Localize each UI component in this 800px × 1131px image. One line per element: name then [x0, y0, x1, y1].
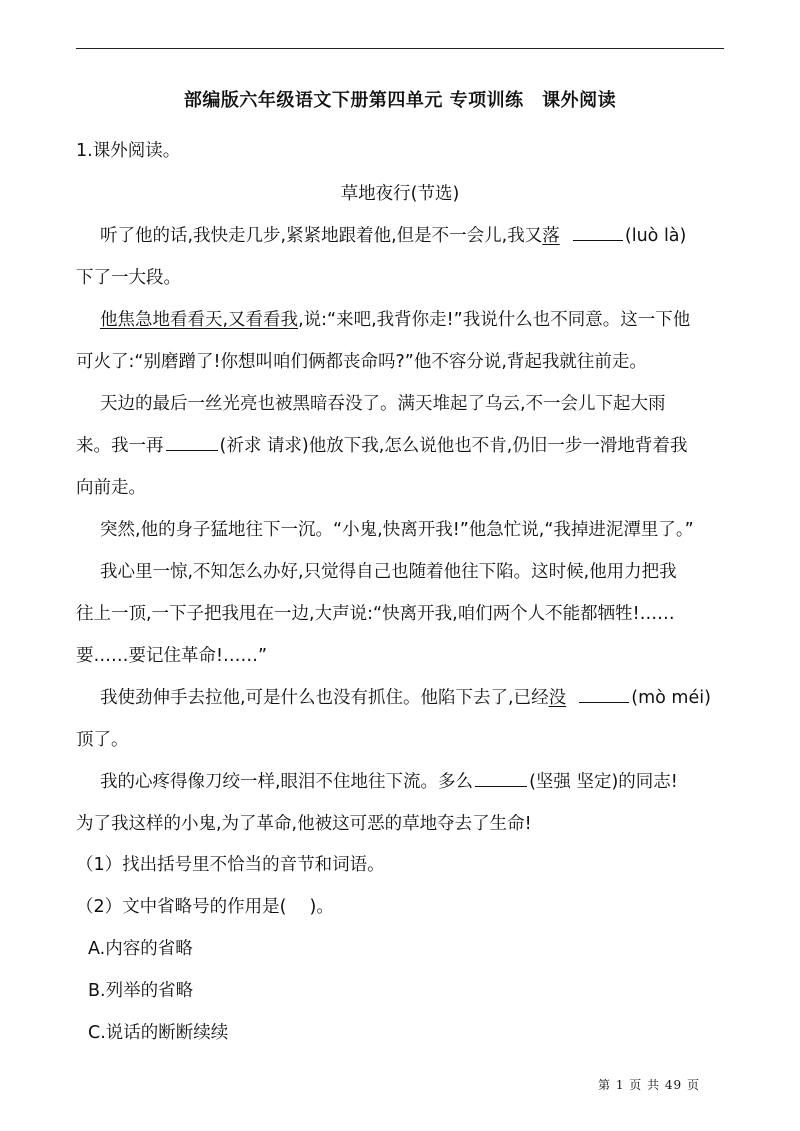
paragraph-7-line-1 [100, 768, 678, 793]
header-rule [76, 48, 724, 49]
paragraph-1-line-2: 下了一大段。 [76, 268, 181, 288]
sub-question-2: （2）文中省略号的作用是( )。 [76, 897, 334, 917]
paragraph-2-line-1 [100, 306, 690, 331]
paragraph-3-line-1: 天边的最后一丝光亮也被黑暗吞没了。满天堆起了乌云,不一会儿下起大雨 [100, 394, 666, 414]
paragraph-5-line-1: 我心里一惊,不知怎么办好,只觉得自己也随着他往下陷。这时候,他用力把我 [100, 562, 677, 582]
paragraph-2-line-2: 可火了:“别磨蹭了!你想叫咱们俩都丧命吗?”他不容分说,背起我就往前走。 [76, 352, 647, 372]
paragraph-6-line-2: 顶了。 [76, 730, 129, 750]
answer-blank-2[interactable] [166, 434, 218, 451]
paragraph-7-text-a: 我的心疼得像刀绞一样,眼泪不住地往下流。多么 [100, 772, 474, 792]
paragraph-2-text: ,说:“来吧,我背你走!”我说什么也不同意。这一下他 [298, 310, 691, 330]
page-number: 第 1 页 共 49 页 [598, 1078, 700, 1092]
passage-title: 草地夜行(节选) [340, 184, 460, 204]
paragraph-3-line-2 [76, 432, 687, 457]
paragraph-5-line-2: 往上一顶,一下子把我甩在一边,大声说:“快离开我,咱们两个人不能都牺牲!…… [76, 604, 675, 624]
pinyin-options-2: (mò méi) [631, 688, 711, 708]
paragraph-7-text-b: (坚强 坚定)的同志! [529, 772, 678, 792]
paragraph-1-text: 听了他的话,我快走几步,紧紧地跟着他,但是不一会儿,我又 [100, 226, 543, 246]
question-1-label: 1.课外阅读。 [76, 141, 181, 161]
document-title: 部编版六年级语文下册第四单元 专项训练 课外阅读 [183, 90, 617, 111]
underlined-word-luo: 落 [542, 226, 560, 246]
option-c[interactable]: C.说话的断断续续 [88, 1023, 229, 1043]
paragraph-3-line-3: 向前走。 [76, 478, 146, 498]
underlined-sentence: 他焦急地看看天,又看看我 [100, 310, 299, 330]
sub-question-1: （1）找出括号里不恰当的音节和词语。 [76, 855, 385, 875]
paragraph-4: 突然,他的身子猛地往下一沉。“小鬼,快离开我!”他急忙说,“我掉进泥潭里了。” [100, 520, 694, 540]
paragraph-6-line-1 [100, 684, 711, 709]
answer-blank-3[interactable] [579, 686, 629, 703]
answer-blank-4[interactable] [475, 770, 527, 787]
paragraph-6-text: 我使劲伸手去拉他,可是什么也没有抓住。他陷下去了,已经 [100, 688, 549, 708]
paragraph-7-line-2: 为了我这样的小鬼,为了革命,他被这可恶的草地夺去了生命! [76, 814, 532, 834]
paragraph-5-line-3: 要……要记住革命!……” [76, 646, 268, 666]
answer-blank-1[interactable] [573, 224, 623, 241]
paragraph-3-text-b: (祈求 请求)他放下我,怎么说他也不肯,仍旧一步一滑地背着我 [219, 436, 688, 456]
pinyin-options-1: (luò là) [624, 226, 687, 246]
underlined-word-mei: 没 [548, 688, 567, 708]
option-b[interactable]: B.列举的省略 [88, 981, 194, 1001]
paragraph-3-text-a: 来。我一再 [76, 436, 164, 456]
paragraph-1-line-1 [100, 222, 686, 247]
option-a[interactable]: A.内容的省略 [88, 939, 193, 959]
